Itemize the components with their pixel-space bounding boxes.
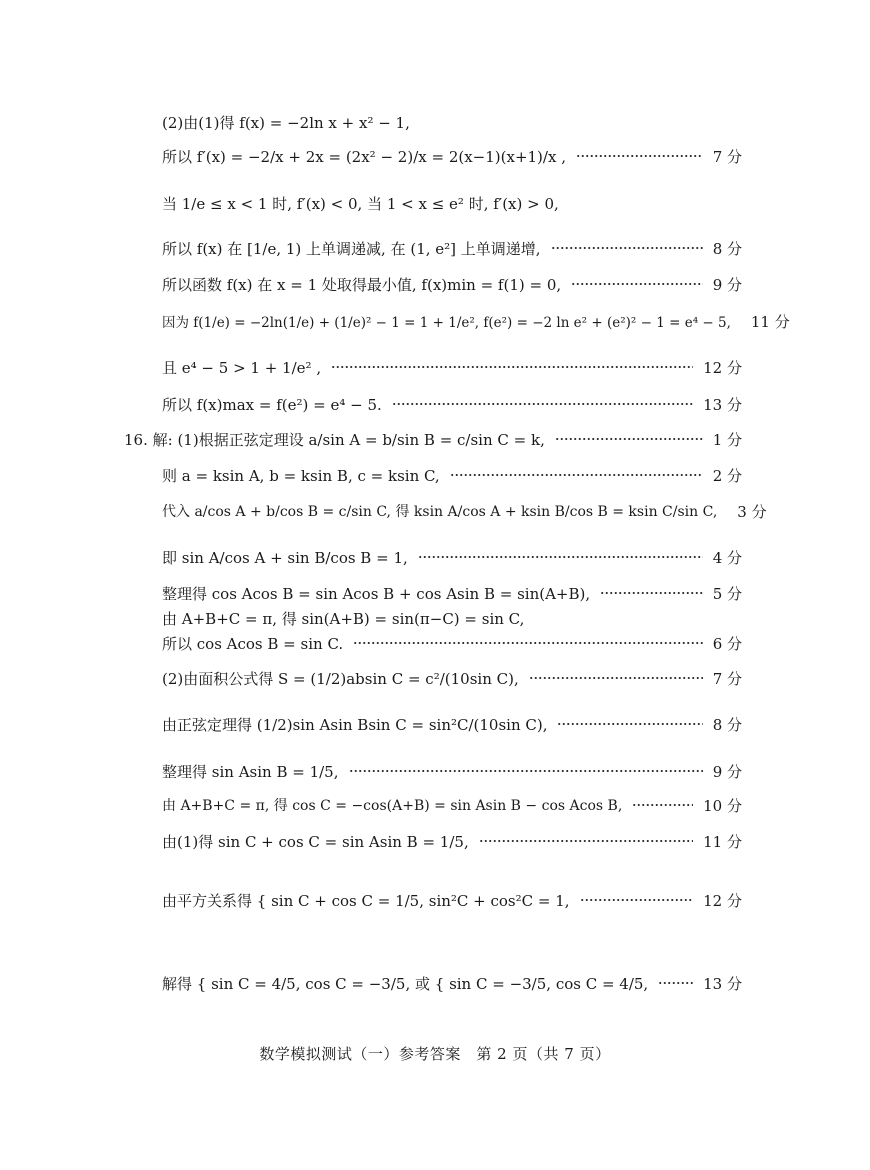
leader-dots [580,899,694,901]
leader-dots [551,247,703,249]
line-text: 即 sin A/cos A + sin B/cos B = 1, [162,548,408,567]
solution-line [162,709,742,739]
solution-line [162,756,742,786]
solution-line [162,496,767,526]
leader-dots [353,642,703,644]
leader-dots [557,723,702,725]
solution-line [162,628,742,658]
score-label: 7 分 [712,147,742,166]
score-label: 9 分 [712,762,742,781]
line-text: 整理得 sin Asin B = 1/5, [162,762,339,781]
leader-dots [632,804,693,806]
line-text: 由 A+B+C = π, 得 sin(A+B) = sin(π−C) = sin C, [162,609,525,628]
solution-line [162,306,790,336]
line-text: 所以 f(x) 在 [1/e, 1) 上单调递减, 在 (1, e²] 上单调递增, [162,239,541,258]
solution-line [162,885,742,915]
line-text: 由平方关系得 { sin C + cos C = 1/5, sin²C + cos²C = 1, [162,891,570,910]
solution-line [162,460,742,490]
leader-dots [555,438,703,440]
line-text: 因为 f(1/e) = −2ln(1/e) + (1/e)² − 1 = 1 + 1/e², f(e²) = −2 ln e² + (e²)² − 1 = e⁴ − 5, [162,315,731,331]
line-text: 所以 f′(x) = −2/x + 2x = (2x² − 2)/x = 2(x−1)(x+1)/x , [162,147,566,166]
solution-line [162,233,742,263]
solution-line [124,424,742,454]
solution-line [162,663,742,693]
score-label: 6 分 [712,634,742,653]
score-label: 9 分 [712,275,742,294]
score-label: 13 分 [703,974,742,993]
solution-line [162,790,742,820]
solution-line [162,352,742,382]
solution-line [162,968,742,998]
line-text: 解得 { sin C = 4/5, cos C = −3/5, 或 { sin C = −3/5, cos C = 4/5, [162,974,649,993]
line-text: 所以 cos Acos B = sin C. [162,634,344,653]
score-label: 10 分 [703,796,742,815]
leader-dots [600,592,703,594]
score-label: 8 分 [712,715,742,734]
solution-line [162,141,742,171]
score-label: 11 分 [703,832,742,851]
line-text: 由正弦定理得 (1/2)sin Asin Bsin C = sin²C/(10sin C), [162,715,548,734]
score-label: 5 分 [712,584,742,603]
solution-line [162,826,742,856]
solution-line [162,269,742,299]
score-label: 12 分 [703,358,742,377]
line-text: 由(1)得 sin C + cos C = sin Asin B = 1/5, [162,832,469,851]
line-text: 所以 f(x)max = f(e²) = e⁴ − 5. [162,395,382,414]
line-text: 代入 a/cos A + b/cos B = c/sin C, 得 ksin A/cos A + ksin B/cos B = ksin C/sin C, [162,504,718,520]
page-footer: 数学模拟测试（一）参考答案 第 2 页（共 7 页） [259,1045,611,1063]
score-label: 4 分 [712,548,742,567]
score-label: 7 分 [712,669,742,688]
line-text: 整理得 cos Acos B = sin Acos B + cos Asin B = sin(A+B), [162,584,591,603]
score-label: 13 分 [703,395,742,414]
score-label: 11 分 [750,312,790,331]
leader-dots [331,366,693,368]
line-text: 所以函数 f(x) 在 x = 1 处取得最小值, f(x)min = f(1) = 0, [162,275,562,294]
solution-line [162,542,742,572]
line-text: (2)由(1)得 f(x) = −2ln x + x² − 1, [162,113,410,132]
leader-dots [392,403,693,405]
leader-dots [529,677,703,679]
line-text: (2)由面积公式得 S = (1/2)absin C = c²/(10sin C), [162,669,519,688]
score-label: 8 分 [712,239,742,258]
line-text: 且 e⁴ − 5 > 1 + 1/e² , [162,358,322,377]
score-label: 3 分 [737,502,767,521]
score-label: 1 分 [712,430,742,449]
score-label: 12 分 [703,891,742,910]
leader-dots [658,982,693,984]
solution-line [162,107,742,137]
solution-line [162,389,742,419]
leader-dots [349,770,703,772]
line-text: 当 1/e ≤ x < 1 时, f′(x) < 0, 当 1 < x ≤ e² 时, f′(x) > 0, [162,194,559,213]
leader-dots [450,474,703,476]
score-label: 2 分 [712,466,742,485]
leader-dots [418,556,703,558]
leader-dots [571,283,703,285]
solution-line [162,188,742,218]
leader-dots [576,155,703,157]
line-text: 由 A+B+C = π, 得 cos C = −cos(A+B) = sin Asin B − cos Acos B, [162,798,623,814]
line-text: 16. 解: (1)根据正弦定理设 a/sin A = b/sin B = c/sin C = k, [124,430,545,449]
leader-dots [479,840,693,842]
line-text: 则 a = ksin A, b = ksin B, c = ksin C, [162,466,440,485]
